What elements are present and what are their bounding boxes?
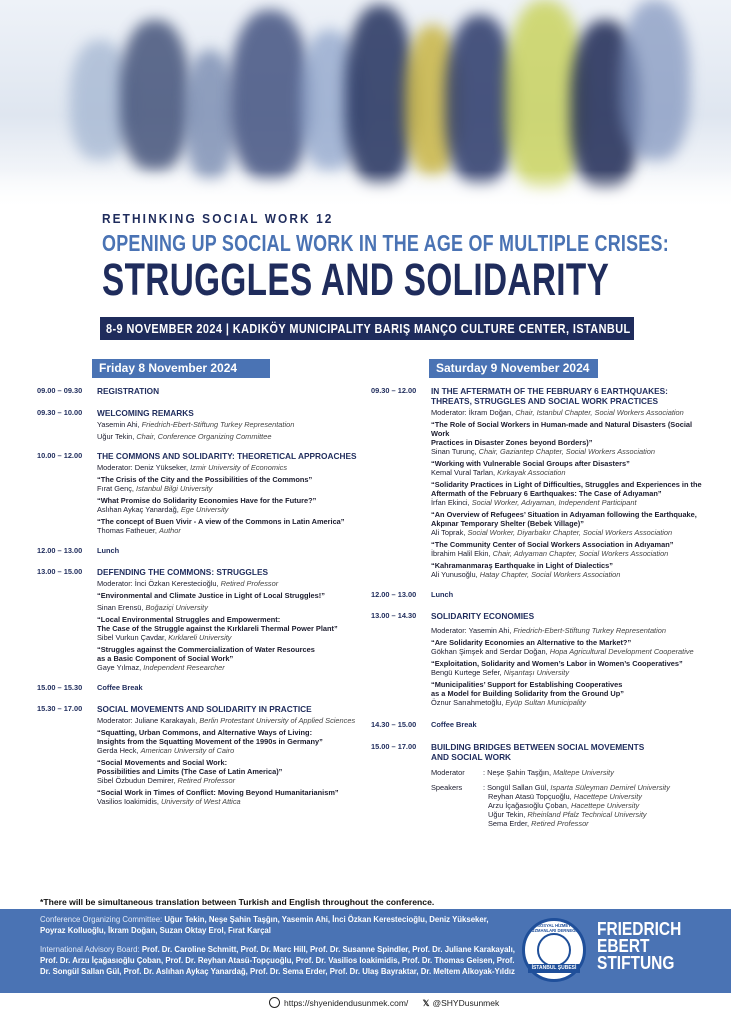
paper-title: “The Community Center of Social Workers Association in Adıyaman” [431, 540, 674, 549]
session-time: 09.00 – 09.30 [37, 386, 83, 395]
speaker-line: Sibel Vurkun Çavdar, Kırklareli University [97, 633, 232, 642]
session-title: IN THE AFTERMATH OF THE FEBRUARY 6 EARTHQUAKES: [431, 386, 668, 396]
session-title: Lunch [97, 546, 120, 555]
translation-note: *There will be simultaneous translation between Turkish and English throughout the conference. [40, 897, 435, 907]
session-time: 14.30 – 15.00 [371, 720, 417, 729]
hero-crowd-image [0, 0, 731, 210]
session-economies [371, 611, 706, 707]
speaker-line: Yasemin Ahi, Friedrich-Ebert-Stiftung Turkey Representation [97, 420, 295, 429]
speaker-line: Gaye Yılmaz, Independent Researcher [97, 663, 225, 672]
paper-title: Insights from the Squatting Movement of the 1990s in Germany” [97, 737, 323, 746]
speaker-line: Gerda Heck, American University of Cairo [97, 746, 235, 755]
speaker-line: Sinan Turunç, Chair, Gaziantep Chapter, Social Workers Association [431, 447, 656, 456]
speaker-line: Öznur Sarıahmetoğlu, Eyüp Sultan Municipality [431, 698, 586, 707]
paper-title: “Working with Vulnerable Social Groups after Disasters” [431, 459, 630, 468]
paper-title: “Squatting, Urban Commons, and Alternative Ways of Living: [97, 728, 313, 737]
speaker-line: Aslıhan Aykaç Yanardağ, Ege University [97, 505, 229, 514]
moderator-line: Moderator : Neşe Şahin Taşğın, Maltepe University [431, 768, 614, 777]
moderator-line: Moderator: Yasemin Ahi, Friedrich-Ebert-Stiftung Turkey Representation [431, 626, 666, 635]
speaker-line: Kemal Vural Tarlan, Kırkayak Association [431, 468, 566, 477]
speaker-line: Vasilios Ioakimidis, University of West Attica [97, 797, 241, 806]
session-time: 09.30 – 10.00 [37, 408, 83, 417]
session-time: 10.00 – 12.00 [37, 451, 83, 460]
speaker-line: Sinan Erensü, Boğaziçi University [97, 603, 208, 612]
paper-title: “Social Work in Times of Conflict: Moving Beyond Humanitarianism” [97, 788, 339, 797]
paper-title: The Case of the Struggle against the Kırklareli Thermal Power Plant” [97, 624, 338, 633]
paper-title: “Kahramanmaraş Earthquake in Light of Dialectics” [431, 561, 613, 570]
moderator-line: Moderator: Deniz Yükseker, Izmir University of Economics [97, 463, 288, 472]
moderator-line: Moderator: Juliane Karakayalı, Berlin Protestant University of Applied Sciences [97, 716, 356, 725]
paper-title: “The concept of Buen Vivir - A view of the Commons in Latin America” [97, 517, 345, 526]
session-title: REGISTRATION [97, 386, 160, 396]
paper-title: Practices in Disaster Zones beyond Borders)” [431, 438, 593, 447]
session-coffee [371, 720, 706, 729]
speaker-line: İrfan Ekinci, Social Worker, Adıyaman, Independent Participant [431, 498, 637, 507]
session-commons [37, 451, 367, 535]
session-lunch [37, 546, 367, 555]
paper-title: “What Promise do Solidarity Economies Have for the Future?” [97, 496, 317, 505]
paper-title: “Exploitation, Solidarity and Women’s Labor in Women’s Cooperatives” [431, 659, 683, 668]
paper-title: “Social Movements and Social Work: [97, 758, 228, 767]
x-logo-icon: 𝕏 [422, 998, 430, 1008]
paper-title: “Environmental and Climate Justice in Light of Local Struggles!” [97, 591, 325, 600]
session-coffee [37, 683, 367, 692]
session-title: SOCIAL MOVEMENTS AND SOLIDARITY IN PRACTICE [97, 704, 312, 714]
paper-title: “Are Solidarity Economies an Alternative to the Market?” [431, 638, 632, 647]
shud-istanbul-logo [522, 918, 586, 982]
speaker-line: Uğur Tekin, Chair, Conference Organizing Committee [97, 432, 272, 441]
series-label: RETHINKING SOCIAL WORK 12 [102, 212, 334, 226]
speaker-line: Reyhan Atasü Topçuoğlu, Hacettepe University [488, 792, 642, 801]
globe-icon [537, 933, 571, 967]
paper-title: Possibilities and Limits (The Case of Latin America)” [97, 767, 283, 776]
speaker-line: Arzu İçağasıoğlu Çoban, Hacettepe University [488, 801, 640, 810]
speakers-list: Speakers : Songül Sallan Gül, Isparta Süleyman Demirel University Reyhan Atasü Topçuoğlu, Hacettepe University Arzu İçağasıoğlu Çoban, Hacettepe University Uğur Tekin, Rheinland Pfalz Technical University Sema Erder, Retired Professor [431, 783, 670, 828]
session-earthquake [371, 386, 706, 579]
session-registration [37, 386, 367, 396]
conference-title: STRUGGLES AND SOLIDARITY [102, 254, 610, 305]
conference-subtitle: OPENING UP SOCIAL WORK IN THE AGE OF MULTIPLE CRISES: [102, 230, 669, 256]
session-movements [37, 704, 367, 806]
social-handle-link[interactable]: @SHYDusunmek [432, 998, 500, 1008]
paper-title: “The Role of Social Workers in Human-made and Natural Disasters (Social Work [431, 420, 693, 438]
friday-program [37, 386, 367, 813]
session-defending [37, 567, 367, 672]
paper-title: “The Crisis of the City and the Possibilities of the Commons” [97, 475, 313, 484]
session-welcome [37, 408, 367, 441]
paper-title: as a Model for Building Solidarity from the Ground Up” [431, 689, 624, 698]
speaker-line: Bengü Kurtege Sefer, Nişantaşı University [431, 668, 570, 677]
paper-title: as a Basic Component of Social Work” [97, 654, 234, 663]
seal-caption: İSTANBUL ŞUBESİ [528, 964, 580, 973]
globe-icon [269, 997, 280, 1008]
speaker-line: Gökhan Şimşek and Serdar Doğan, Hopa Agricultural Development Cooperative [431, 647, 694, 656]
speaker-line: : Songül Sallan Gül, Isparta Süleyman Demirel University [483, 783, 670, 792]
day-header-saturday: Saturday 9 November 2024 [429, 359, 598, 378]
session-title: Coffee Break [97, 683, 143, 692]
session-title: THREATS, STRUGGLES AND SOCIAL WORK PRACTICES [431, 396, 659, 406]
session-title: Lunch [431, 590, 454, 599]
session-title: DEFENDING THE COMMONS: STRUGGLES [97, 567, 269, 577]
session-title: Coffee Break [431, 720, 477, 729]
paper-title: Akpınar Temporary Shelter (Bebek Village)” [431, 519, 584, 528]
paper-title: “Municipalities’ Support for Establishing Cooperatives [431, 680, 623, 689]
speaker-line: Sibel Özbudun Demirer, Retired Professor [97, 776, 236, 785]
organizing-committee: Conference Organizing Committee: Uğur Tekin, Neşe Şahin Taşğın, Yasemin Ahi, İnci Özkan Kerestecioğlu, Deniz Yükseker, Poyraz Kolluoğlu, İkram Doğan, Suzan Oktay Erol, Fırat Karçal [40, 915, 489, 935]
day-header-friday: Friday 8 November 2024 [92, 359, 270, 378]
paper-title: “Solidarity Practices in Light of Difficulties, Struggles and Experiences in the [431, 480, 702, 489]
session-title: AND SOCIAL WORK [431, 752, 512, 762]
date-venue-text: 8-9 NOVEMBER 2024 | KADIKÖY MUNICIPALITY BARIŞ MANÇO CULTURE CENTER, ISTANBUL [106, 321, 631, 336]
session-title: SOLIDARITY ECONOMIES [431, 611, 535, 621]
date-venue-band [100, 317, 634, 340]
session-time: 09.30 – 12.00 [371, 386, 417, 395]
paper-title: “An Overview of Refugees’ Situation in Adıyaman following the Earthquake, [431, 510, 697, 519]
speaker-line: Ali Toprak, Social Worker, Diyarbakır Chapter, Social Workers Association [431, 528, 673, 537]
session-time: 15.30 – 17.00 [37, 704, 83, 713]
speaker-line: Ali Yunusoğlu, Hatay Chapter, Social Workers Association [431, 570, 621, 579]
advisory-board: International Advisory Board: Prof. Dr. Caroline Schmitt, Prof. Dr. Marc Hill, Prof. Dr. Susanne Spindler, Prof. Dr. Juliane Karakayalı, Prof. Dr. Arzu İçağasıoğlu Çoban, Prof. Dr. Reyhan Atasü-Topçuoğlu, Prof. Dr. Vasilios Ioakimidis, Prof. Dr. Thomas Geisen, Prof. Dr. Songül Sallan Gül, Prof. Dr. Aslıhan Aykaç Yanardağ, Prof. Dr. Sema Erder, Prof. Dr. Ulaş Bayraktar, Dr. Meltem Alkoyak-Yıldız [40, 945, 515, 976]
session-time: 15.00 – 17.00 [371, 742, 417, 751]
fes-logo: FRIEDRICH EBERT STIFTUNG [597, 919, 682, 973]
session-title: BUILDING BRIDGES BETWEEN SOCIAL MOVEMENTS [431, 742, 645, 752]
session-title: THE COMMONS AND SOLIDARITY: THEORETICAL APPROACHES [97, 451, 357, 461]
moderator-line: Moderator: İnci Özkan Kerestecioğlu, Retired Professor [97, 579, 279, 588]
session-time: 12.00 – 13.00 [37, 546, 83, 555]
paper-title: “Struggles against the Commercialization of Water Resources [97, 645, 315, 654]
session-lunch [371, 590, 706, 599]
session-time: 13.00 – 15.00 [37, 567, 83, 576]
speaker-line: Uğur Tekin, Rheinland Pfalz Technical University [488, 810, 647, 819]
speaker-line: Thomas Fatheuer, Author [97, 526, 181, 535]
moderator-line: Moderator: İkram Doğan, Chair, Istanbul Chapter, Social Workers Association [431, 408, 684, 417]
speaker-line: İbrahim Halil Ekin, Chair, Adıyaman Chapter, Social Workers Association [431, 549, 669, 558]
website-link[interactable]: https://shyenidendusunmek.com/ [284, 998, 409, 1008]
paper-title: Aftermath of the February 6 Earthquakes: The Case of Adıyaman” [431, 489, 662, 498]
contact-links [269, 997, 499, 1009]
saturday-program [371, 386, 706, 835]
seal-ring-text: SOSYAL HİZMET UZMANLARI DERNEĞİ [531, 923, 577, 933]
session-time: 15.00 – 15.30 [37, 683, 83, 692]
speaker-line: Sema Erder, Retired Professor [488, 819, 589, 828]
paper-title: “Local Environmental Struggles and Empowerment: [97, 615, 281, 624]
session-time: 12.00 – 13.00 [371, 590, 417, 599]
session-bridges [371, 742, 706, 828]
speaker-line: Fırat Genç, Istanbul Bilgi University [97, 484, 213, 493]
session-time: 13.00 – 14.30 [371, 611, 417, 620]
session-title: WELCOMING REMARKS [97, 408, 194, 418]
